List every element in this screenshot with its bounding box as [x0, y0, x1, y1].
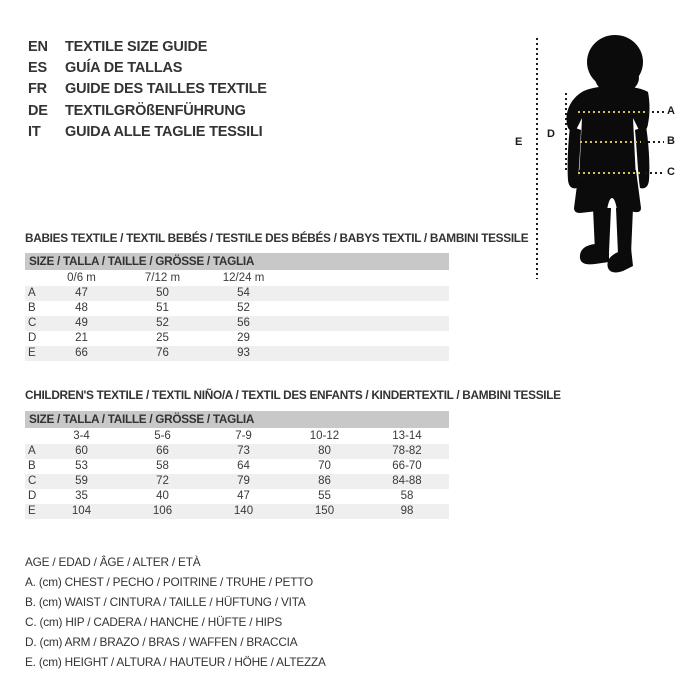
size-value-cell: 140: [203, 504, 284, 519]
language-title: TEXTILE SIZE GUIDE: [65, 38, 208, 55]
size-value-cell: 21: [75, 332, 88, 344]
measure-label-e: E: [515, 136, 523, 148]
measurement-legend: [25, 552, 326, 672]
legend-chest-line: A. (cm) CHEST / PECHO / POITRINE / TRUHE / PETTO: [25, 575, 313, 589]
legend-waist-line: B. (cm) WAIST / CINTURA / TAILLE / HÜFTUNG / VITA: [25, 595, 306, 609]
row-label-cell: C: [25, 316, 41, 331]
row-label-cell: A: [25, 286, 41, 301]
size-value-cell: 98: [365, 504, 449, 519]
measure-label-a: A: [667, 105, 675, 117]
column-header: 7-9: [235, 430, 252, 442]
legend-age-line: AGE / EDAD / ÂGE / ALTER / ETÀ: [25, 555, 201, 569]
size-value-cell: 47: [237, 490, 250, 502]
size-value-cell: 25: [156, 332, 169, 344]
table-row: [25, 474, 449, 489]
table-row: [25, 331, 449, 346]
row-label-cell: B: [28, 302, 36, 314]
table-row: [25, 301, 449, 316]
column-header: 10-12: [309, 430, 340, 442]
table-row: [25, 504, 449, 519]
table-row: [25, 444, 449, 459]
size-value-cell: 76: [122, 346, 203, 361]
size-value-cell: 78-82: [365, 444, 449, 459]
column-header: 7/12 m: [144, 272, 181, 284]
size-value-cell: 106: [122, 504, 203, 519]
size-value-cell: 79: [203, 474, 284, 489]
babies-size-table: [25, 253, 449, 361]
row-label-cell: C: [25, 474, 41, 489]
column-header: 3-4: [73, 430, 90, 442]
height-measure-line-e: [536, 38, 538, 279]
size-value-cell: 54: [203, 286, 284, 301]
column-header: 13-14: [392, 430, 422, 442]
column-header: 0/6 m: [67, 272, 96, 284]
size-header-bar: [25, 411, 449, 428]
language-row-es: [28, 57, 267, 78]
row-label-cell: D: [28, 490, 37, 502]
language-title: GUIDE DES TAILLES TEXTILE: [65, 81, 267, 98]
silhouette-right-shoe: [607, 248, 633, 272]
size-header-label: SIZE / TALLA / TAILLE / GRÖSSE / TAGLIA: [25, 253, 449, 270]
language-code: EN: [28, 38, 48, 55]
size-value-cell: 50: [122, 286, 203, 301]
language-title: GUIDA ALLE TAGLIE TESSILI: [65, 123, 263, 140]
size-value-cell: 29: [237, 332, 250, 344]
language-row-de: [28, 100, 267, 121]
table-row: [25, 286, 449, 301]
size-value-cell: 58: [156, 460, 169, 472]
measurement-diagram: [505, 25, 695, 290]
size-value-cell: 48: [75, 302, 88, 314]
silhouette-left-shoe: [580, 244, 609, 264]
column-header-row: [25, 270, 449, 286]
language-code: DE: [28, 102, 48, 119]
table-row: [25, 346, 449, 361]
size-value-cell: 150: [284, 504, 365, 519]
size-value-cell: 60: [41, 444, 122, 459]
silhouette-shorts: [574, 170, 641, 213]
column-header: 5-6: [154, 430, 171, 442]
language-row-fr: [28, 79, 267, 100]
size-value-cell: 66: [122, 444, 203, 459]
size-value-cell: 80: [284, 444, 365, 459]
legend-height-line: E. (cm) HEIGHT / ALTURA / HAUTEUR / HÖHE / ALTEZZA: [25, 655, 326, 669]
measure-label-b: B: [667, 135, 675, 147]
row-label-cell: A: [25, 444, 41, 459]
size-value-cell: 104: [41, 504, 122, 519]
size-value-cell: 53: [75, 460, 88, 472]
legend-hip-line: C. (cm) HIP / CADERA / HANCHE / HÜFTE / HIPS: [25, 615, 283, 629]
size-value-cell: 40: [156, 490, 169, 502]
size-value-cell: 58: [400, 490, 414, 502]
language-title: TEXTILGRÖßENFÜHRUNG: [65, 102, 246, 119]
size-value-cell: 73: [203, 444, 284, 459]
column-header: 12/24 m: [222, 272, 265, 284]
size-value-cell: 59: [41, 474, 122, 489]
language-code: FR: [28, 81, 47, 98]
children-size-table: [25, 411, 449, 519]
size-value-cell: 84-88: [365, 474, 449, 489]
size-value-cell: 56: [203, 316, 284, 331]
table-row: [25, 489, 449, 504]
row-label-cell: E: [25, 346, 41, 361]
column-header-row: [25, 428, 449, 444]
size-value-cell: 55: [318, 490, 331, 502]
row-label-cell: D: [28, 332, 37, 344]
size-value-cell: 86: [284, 474, 365, 489]
chest-measure-line-a-outer: [647, 111, 664, 113]
language-title: GUÍA DE TALLAS: [65, 59, 183, 76]
size-value-cell: 66: [41, 346, 122, 361]
row-label-cell: E: [25, 504, 41, 519]
size-value-cell: 66-70: [392, 460, 422, 472]
size-value-cell: 47: [41, 286, 122, 301]
size-value-cell: 64: [237, 460, 250, 472]
language-code: IT: [28, 123, 41, 140]
silhouette-right-leg: [616, 208, 633, 254]
measure-label-c: C: [667, 166, 675, 178]
size-value-cell: 93: [203, 346, 284, 361]
size-value-cell: 52: [122, 316, 203, 331]
row-label-cell: B: [28, 460, 36, 472]
size-value-cell: 72: [122, 474, 203, 489]
waist-measure-line-b-outer: [643, 141, 664, 143]
legend-arm-line: D. (cm) ARM / BRAZO / BRAS / WAFFEN / BRACCIA: [25, 635, 298, 649]
language-row-en: [28, 36, 267, 57]
child-silhouette-icon: [555, 30, 675, 280]
size-value-cell: 49: [41, 316, 122, 331]
hip-measure-line-c: [578, 172, 643, 174]
size-value-cell: 70: [318, 460, 331, 472]
size-header-bar: [25, 253, 449, 270]
size-value-cell: 52: [237, 302, 250, 314]
table-row: [25, 459, 449, 474]
language-title-list: [28, 36, 267, 142]
babies-section-title: BABIES TEXTILE / TEXTIL BEBÉS / TESTILE DES BÉBÉS / BABYS TEXTIL / BAMBINI TESSILE: [25, 231, 529, 245]
waist-measure-line-b: [580, 141, 641, 143]
size-header-label: SIZE / TALLA / TAILLE / GRÖSSE / TAGLIA: [25, 411, 449, 428]
table-row: [25, 316, 449, 331]
size-value-cell: 51: [156, 302, 169, 314]
chest-measure-line-a: [578, 111, 645, 113]
language-code: ES: [28, 59, 47, 76]
hip-measure-line-c-outer: [645, 172, 664, 174]
language-row-it: [28, 121, 267, 142]
size-value-cell: 35: [75, 490, 88, 502]
measure-label-d: D: [547, 128, 555, 140]
children-section-title: CHILDREN'S TEXTILE / TEXTIL NIÑO/A / TEXTIL DES ENFANTS / KINDERTEXTIL / BAMBINI TESSILE: [25, 388, 561, 402]
